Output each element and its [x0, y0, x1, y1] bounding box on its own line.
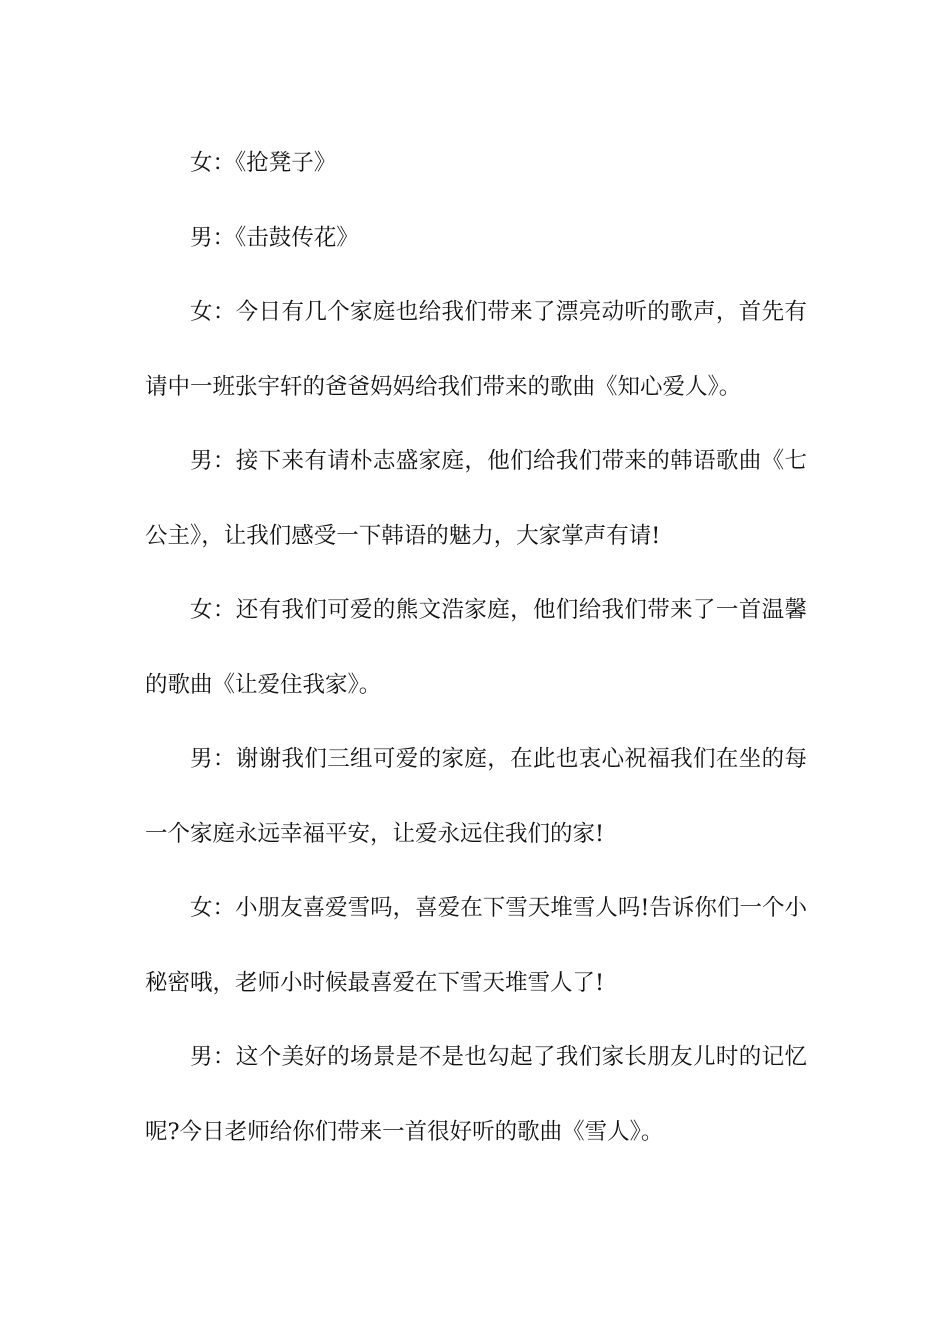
paragraph-6: 男：谢谢我们三组可爱的家庭，在此也衷心祝福我们在坐的每一个家庭永远幸福平安，让爱永远住我们的家!: [145, 746, 807, 847]
paragraph-5: 女：还有我们可爱的熊文浩家庭，他们给我们带来了一首温馨的歌曲《让爱住我家》。: [145, 597, 807, 698]
paragraph-8: 男：这个美好的场景是不是也勾起了我们家长朋友儿时的记忆呢?今日老师给你们带来一首很好听的歌曲《雪人》。: [145, 1044, 807, 1145]
paragraph-4: 男：接下来有请朴志盛家庭，他们给我们带来的韩语歌曲《七公主》，让我们感受一下韩语的魅力，大家掌声有请!: [145, 448, 807, 549]
paragraph-2: 男：《击鼓传花》: [190, 224, 359, 251]
document-body: [145, 126, 807, 1169]
paragraph-1: 女：《抢凳子》: [190, 150, 337, 176]
paragraph-3: 女：今日有几个家庭也给我们带来了漂亮动听的歌声，首先有请中一班张宇轩的爸爸妈妈给我们带来的歌曲《知心爱人》。: [145, 299, 807, 400]
paragraph-7: 女：小朋友喜爱雪吗，喜爱在下雪天堆雪人吗!告诉你们一个小秘密哦，老师小时候最喜爱在下雪天堆雪人了!: [145, 895, 807, 996]
